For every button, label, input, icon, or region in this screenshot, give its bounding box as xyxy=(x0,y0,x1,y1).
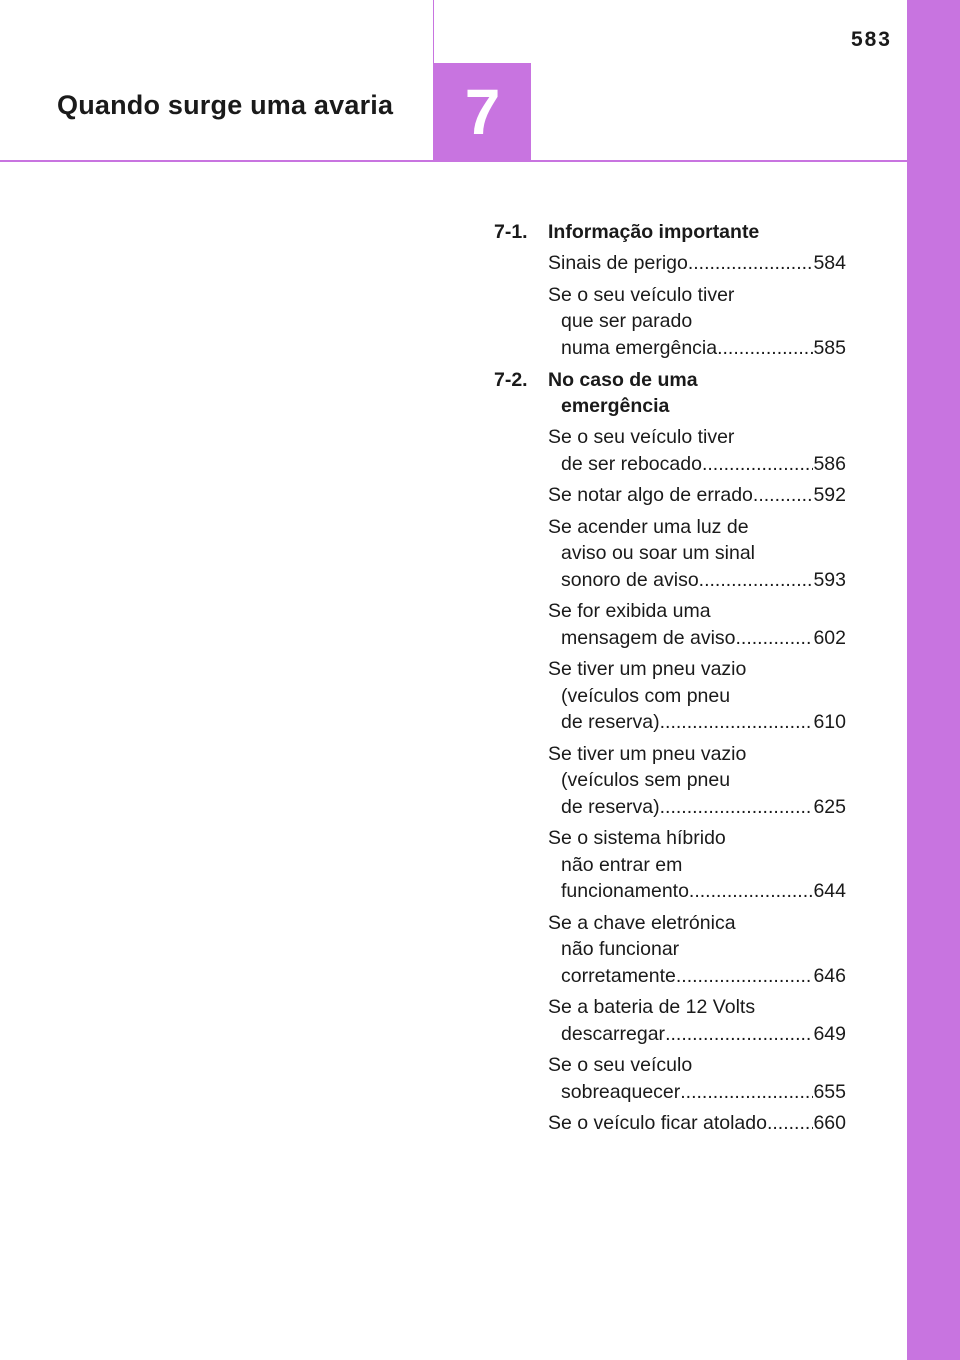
toc-entries xyxy=(494,250,846,361)
toc-entry-text: (veículos com pneu xyxy=(561,684,731,707)
toc-entry-text: corretamente xyxy=(561,964,676,987)
toc-page-number: 625 xyxy=(813,795,846,818)
toc-entry-text: Se acender uma luz de xyxy=(548,515,749,538)
toc-dot-leader xyxy=(717,335,813,362)
toc-entry-last-line xyxy=(548,709,846,736)
toc-entry-text: Se o seu veículo tiver xyxy=(548,426,735,448)
toc-entry-text: Se for exibida uma xyxy=(548,600,711,622)
toc-dot-leader xyxy=(665,1021,813,1048)
toc-entry-text: Se notar algo de errado xyxy=(548,484,753,506)
toc-entry-last-line xyxy=(548,878,846,905)
table-of-contents xyxy=(494,219,846,1143)
toc-section xyxy=(494,219,846,361)
toc-entry-last-line xyxy=(548,250,846,277)
toc-entry-text: sonoro de aviso xyxy=(561,568,699,591)
toc-entry[interactable] xyxy=(548,282,846,362)
toc-entry-last-line xyxy=(548,1110,846,1137)
toc-page-number: 602 xyxy=(813,626,846,649)
toc-entry-text: de reserva) xyxy=(561,795,660,818)
toc-page-number: 610 xyxy=(813,711,846,733)
toc-entry-text: funcionamento xyxy=(561,880,689,902)
toc-entry[interactable] xyxy=(548,656,846,736)
toc-entry-last-line xyxy=(548,335,846,362)
toc-entry-text: Se a bateria de 12 Volts xyxy=(548,996,756,1018)
toc-entry-text: de ser rebocado xyxy=(561,452,702,475)
toc-page-number: 584 xyxy=(813,252,846,274)
toc-dot-leader xyxy=(753,482,814,509)
toc-entry-last-line xyxy=(548,625,846,652)
toc-entry-text: Se o seu veículo xyxy=(548,1054,693,1076)
toc-section-heading[interactable] xyxy=(494,367,846,419)
toc-entry[interactable] xyxy=(548,994,846,1047)
chapter-side-tab xyxy=(907,0,960,1360)
toc-entry[interactable] xyxy=(548,424,846,477)
toc-entry-text: numa emergência xyxy=(561,336,718,359)
toc-page-number: 646 xyxy=(813,964,846,987)
toc-entry[interactable] xyxy=(548,741,846,821)
toc-page-number: 585 xyxy=(813,336,846,359)
toc-entry-text: que ser parado xyxy=(561,310,693,332)
toc-section-title-line: emergência xyxy=(561,395,670,417)
toc-entry-last-line xyxy=(548,567,846,594)
toc-dot-leader xyxy=(702,451,814,478)
toc-page-number: 586 xyxy=(813,452,846,475)
toc-entry-text: aviso ou soar um sinal xyxy=(561,542,756,564)
toc-entry-last-line xyxy=(548,963,846,990)
toc-entry[interactable] xyxy=(548,482,846,509)
toc-entry-last-line xyxy=(548,1079,846,1106)
toc-page-number: 655 xyxy=(813,1080,846,1103)
toc-entry[interactable] xyxy=(548,514,846,594)
toc-entry-text: descarregar xyxy=(561,1022,666,1045)
toc-section-title xyxy=(548,219,846,245)
toc-dot-leader xyxy=(660,794,814,821)
page-number: 583 xyxy=(850,28,892,51)
toc-section xyxy=(494,367,846,1137)
toc-page-number: 644 xyxy=(813,880,846,902)
toc-entry-text: (veículos sem pneu xyxy=(561,769,731,791)
toc-entry-last-line xyxy=(548,794,846,821)
toc-entry[interactable] xyxy=(548,1110,846,1137)
toc-entry[interactable] xyxy=(548,250,846,277)
toc-dot-leader xyxy=(689,878,814,905)
toc-dot-leader xyxy=(699,567,814,594)
toc-entry-text: Sinais de perigo xyxy=(548,252,688,274)
chapter-title: Quando surge uma avaria xyxy=(57,90,394,120)
toc-dot-leader xyxy=(680,1079,813,1106)
toc-entry-text: Se a chave eletrónica xyxy=(548,911,736,934)
toc-dot-leader xyxy=(767,1110,813,1137)
toc-entry-text: Se o veículo ficar atolado xyxy=(548,1112,767,1134)
toc-page-number: 592 xyxy=(813,484,846,506)
chapter-number: 7 xyxy=(464,76,501,148)
toc-section-title-line: Informação importante xyxy=(548,221,760,243)
toc-dot-leader xyxy=(736,625,814,652)
toc-entry-text: Se tiver um pneu vazio xyxy=(548,658,747,680)
toc-entry-last-line xyxy=(548,451,846,478)
toc-entry-text: mensagem de aviso xyxy=(561,626,736,649)
toc-section-number: 7-2. xyxy=(494,369,528,391)
toc-entry[interactable] xyxy=(548,825,846,905)
toc-section-title xyxy=(548,367,846,419)
toc-section-heading[interactable] xyxy=(494,219,846,245)
toc-dot-leader xyxy=(688,250,814,277)
toc-entry-text: Se o seu veículo tiver xyxy=(548,283,735,306)
toc-entry[interactable] xyxy=(548,598,846,651)
toc-page-number: 660 xyxy=(813,1112,846,1134)
toc-entry-text: sobreaquecer xyxy=(561,1080,681,1103)
toc-entry-last-line xyxy=(548,1021,846,1048)
toc-entry-text: Se o sistema híbrido xyxy=(548,827,726,849)
toc-entry-text: de reserva) xyxy=(561,711,660,733)
toc-entry-text: não entrar em xyxy=(561,853,683,876)
toc-entries xyxy=(494,424,846,1137)
toc-entry-last-line xyxy=(548,482,846,509)
toc-dot-leader xyxy=(660,709,814,736)
toc-entry[interactable] xyxy=(548,1052,846,1105)
toc-entry[interactable] xyxy=(548,910,846,990)
toc-page-number: 649 xyxy=(813,1022,846,1045)
toc-section-number: 7-1. xyxy=(494,221,528,243)
toc-entry-text: não funcionar xyxy=(561,938,680,960)
chapter-number-badge xyxy=(434,63,531,161)
toc-section-title-line: No caso de uma xyxy=(548,369,698,391)
toc-entry-text: Se tiver um pneu vazio xyxy=(548,742,747,765)
toc-page-number: 593 xyxy=(813,568,846,591)
toc-dot-leader xyxy=(676,963,814,990)
